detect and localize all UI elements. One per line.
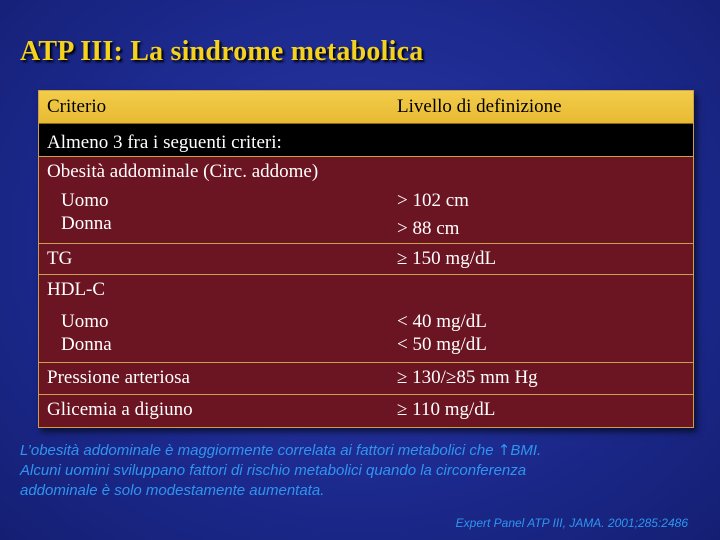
footnote xyxy=(20,440,690,501)
header-livello: Livello di definizione xyxy=(397,96,562,117)
footnote-line3: addominale è solo modestamente aumentata. xyxy=(20,482,325,499)
slide-title: ATP III: La sindrome metabolica xyxy=(20,36,424,67)
intro-row xyxy=(39,124,693,157)
glucose-value: ≥ 110 mg/dL xyxy=(397,399,496,420)
obesity-label: Obesità addominale (Circ. addome) xyxy=(47,161,319,182)
obesity-men-value: > 102 cm xyxy=(397,190,469,211)
tg-row xyxy=(39,244,693,275)
hdl-men-label: Uomo xyxy=(61,311,109,332)
hdl-men-value: < 40 mg/dL xyxy=(397,311,487,332)
glucose-row xyxy=(39,395,693,427)
hdl-women-value: < 50 mg/dL xyxy=(397,334,487,355)
citation: Expert Panel ATP III, JAMA. 2001;285:2486 xyxy=(455,516,688,530)
obesity-men-label: Uomo xyxy=(61,190,109,211)
obesity-row xyxy=(39,157,693,244)
pressure-value: ≥ 130/≥85 mm Hg xyxy=(397,367,538,388)
criteria-table xyxy=(38,90,694,428)
obesity-women-label: Donna xyxy=(61,213,112,234)
pressure-label: Pressione arteriosa xyxy=(47,367,190,388)
hdl-label: HDL-C xyxy=(47,279,106,300)
pressure-row xyxy=(39,363,693,395)
footnote-part2: BMI. xyxy=(510,442,542,459)
tg-value: ≥ 150 mg/dL xyxy=(397,248,497,269)
table-header-row xyxy=(39,91,693,124)
intro-text: Almeno 3 fra i seguenti criteri: xyxy=(47,132,282,153)
header-criterio: Criterio xyxy=(47,96,107,117)
footnote-line2: Alcuni uomini sviluppano fattori di rischio metabolici quando la circonferenza xyxy=(20,462,527,479)
glucose-label: Glicemia a digiuno xyxy=(47,399,193,420)
tg-label: TG xyxy=(47,248,73,269)
hdl-row xyxy=(39,275,693,363)
hdl-women-label: Donna xyxy=(61,334,112,355)
obesity-women-value: > 88 cm xyxy=(397,218,460,239)
footnote-part1: L’obesità addominale è maggiormente correlata ai fattori metabolici che xyxy=(20,442,494,459)
up-arrow-icon: ↑ xyxy=(497,441,511,459)
